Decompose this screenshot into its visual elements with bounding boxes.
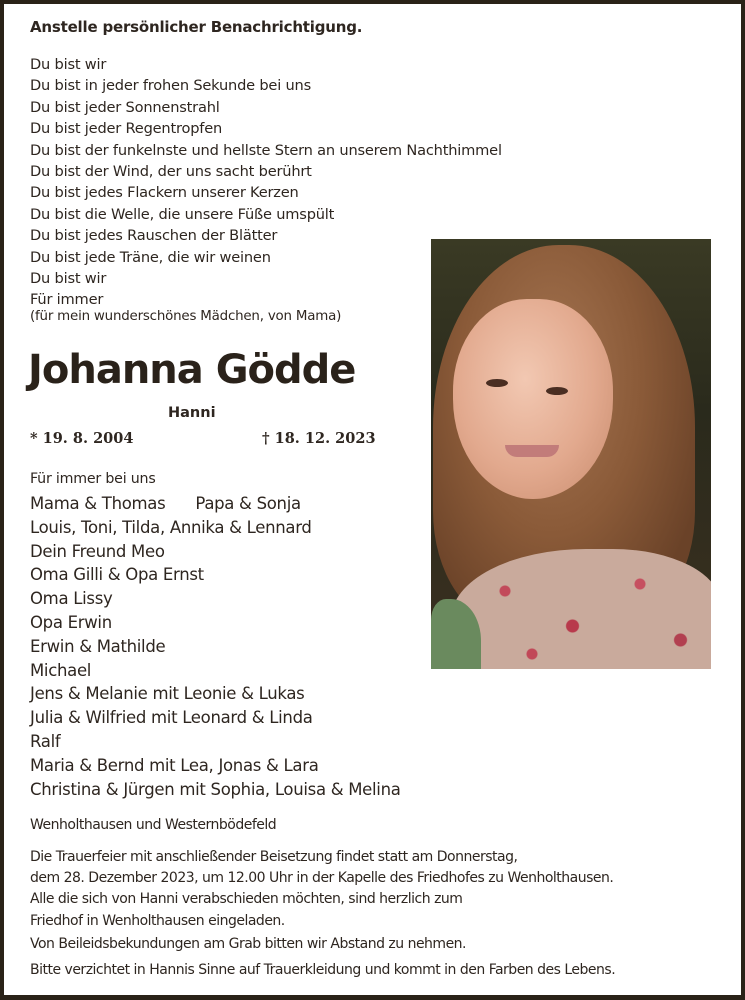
photo-smile-shape bbox=[505, 445, 559, 457]
family-member: Papa & Sonja bbox=[195, 494, 301, 513]
poem-line: Du bist jeder Sonnenstrahl bbox=[30, 98, 220, 116]
places: Wenholthausen und Westernbödefeld bbox=[30, 817, 277, 833]
deceased-name: Johanna Gödde bbox=[28, 347, 356, 393]
photo-face-shape bbox=[453, 299, 613, 499]
poem-line: Du bist der Wind, der uns sacht berührt bbox=[30, 162, 312, 180]
birth-date: * 19. 8. 2004 bbox=[30, 430, 134, 447]
photo-eye-shape bbox=[486, 379, 508, 387]
family-row: Opa Erwin bbox=[30, 612, 112, 632]
family-member: Mama & Thomas bbox=[30, 494, 166, 513]
family-row: Louis, Toni, Tilda, Annika & Lennard bbox=[30, 517, 312, 537]
service-line: Alle die sich von Hanni verabschieden möchten, sind herzlich zum bbox=[30, 891, 463, 908]
poem-line: Du bist die Welle, die unsere Füße umspült bbox=[30, 205, 335, 223]
poem-line: Du bist der funkelnste und hellste Stern an unserem Nachthimmel bbox=[30, 141, 502, 159]
family-row: Erwin & Mathilde bbox=[30, 636, 166, 656]
obituary-notice bbox=[4, 4, 741, 995]
poem-line: Du bist jedes Rauschen der Blätter bbox=[30, 227, 278, 245]
family-row: Ralf bbox=[30, 731, 61, 751]
family-row: Oma Lissy bbox=[30, 589, 113, 609]
family-row: Oma Gilli & Opa Ernst bbox=[30, 565, 204, 585]
service-line: Die Trauerfeier mit anschließender Beisetzung findet statt am Donnerstag, bbox=[30, 849, 518, 865]
poem-line: Du bist jeder Regentropfen bbox=[30, 120, 223, 138]
poem-line: Du bist wir bbox=[30, 269, 107, 287]
family-row: Michael bbox=[30, 660, 92, 680]
family-intro: Für immer bei uns bbox=[30, 471, 156, 487]
poem-line: Für immer bbox=[30, 291, 104, 309]
family-row: Dein Freund Meo bbox=[30, 541, 165, 561]
poem-line: Du bist in jeder frohen Sekunde bei uns bbox=[30, 77, 311, 95]
service-line: Friedhof in Wenholthausen eingeladen. bbox=[30, 912, 285, 929]
dedication: (für mein wunderschönes Mädchen, von Mama) bbox=[30, 309, 342, 324]
family-row: Julia & Wilfried mit Leonard & Linda bbox=[30, 708, 313, 728]
family-row bbox=[30, 492, 401, 516]
family-row: Maria & Bernd mit Lea, Jonas & Lara bbox=[30, 755, 319, 775]
poem-line: Du bist wir bbox=[30, 56, 107, 73]
service-info bbox=[30, 847, 613, 932]
service-line: dem 28. Dezember 2023, um 12.00 Uhr in der Kapelle des Friedhofes zu Wenholthausen. bbox=[30, 870, 614, 887]
death-date: † 18. 12. 2023 bbox=[262, 430, 376, 447]
family-row: Jens & Melanie mit Leonie & Lukas bbox=[30, 684, 305, 704]
poem-line: Du bist jede Träne, die wir weinen bbox=[30, 248, 271, 266]
nickname: Hanni bbox=[168, 405, 216, 421]
family-list bbox=[30, 492, 401, 801]
family-row: Christina & Jürgen mit Sophia, Louisa & Melina bbox=[30, 779, 401, 799]
poem-line: Du bist jedes Flackern unserer Kerzen bbox=[30, 184, 299, 202]
condolences-note: Von Beileidsbekundungen am Grab bitten wir Abstand zu nehmen. bbox=[30, 936, 467, 952]
notice-heading: Anstelle persönlicher Benachrichtigung. bbox=[30, 18, 363, 36]
clothing-note: Bitte verzichtet in Hannis Sinne auf Trauerkleidung und kommt in den Farben des Lebens. bbox=[30, 962, 616, 978]
photo-eye-shape bbox=[546, 387, 568, 395]
portrait-photo bbox=[431, 239, 711, 669]
